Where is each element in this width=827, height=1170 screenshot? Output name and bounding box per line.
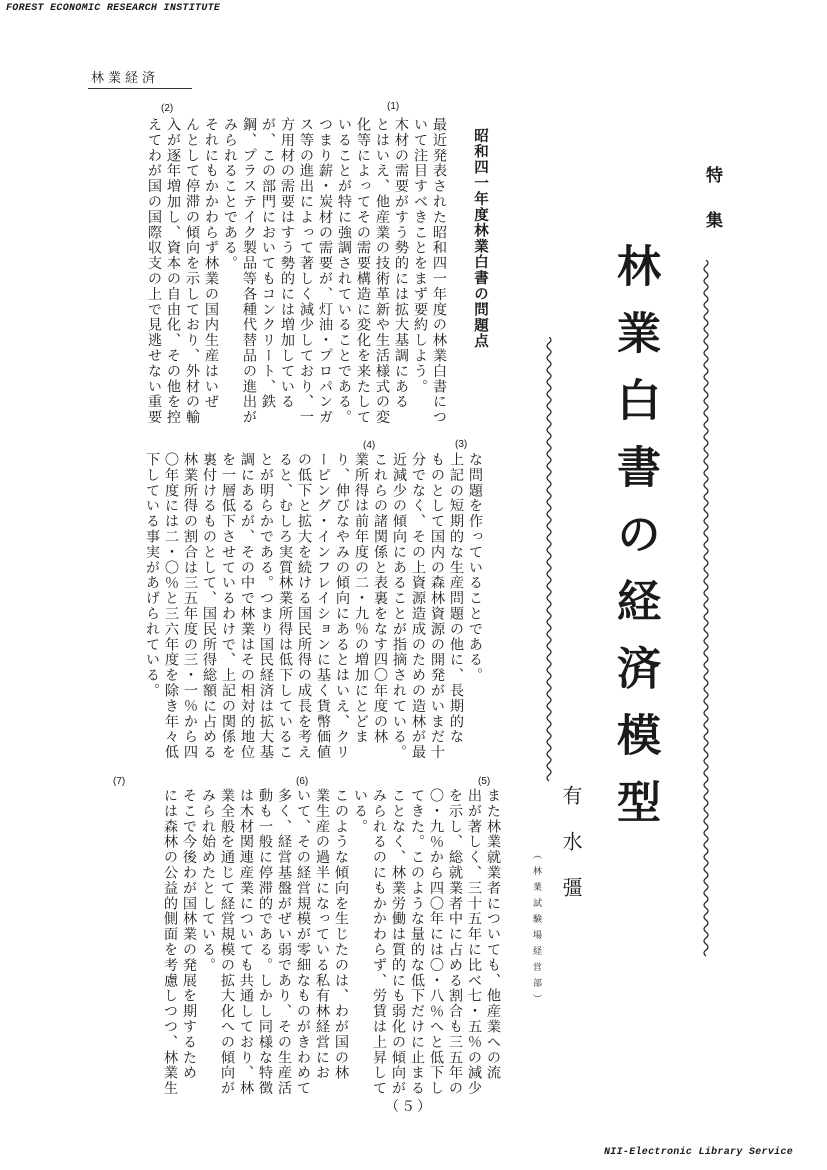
- text-line: ると、むしろ実質林業所得は低下しているこ: [277, 452, 293, 760]
- article-title: 林業白書の経済模型: [609, 243, 660, 846]
- text-line: 調にあるが、その中で林業はその相対的地位: [239, 452, 255, 760]
- text-line: いて注目すべきことをまず要約しよう。: [412, 117, 428, 395]
- paragraph-number-2: (2): [161, 103, 174, 114]
- paragraph-number-7: (7): [113, 776, 126, 787]
- page-number: （５）: [385, 1099, 433, 1115]
- library-service-footer: NII-Electronic Library Service: [604, 1147, 794, 1158]
- text-line: 最近発表された昭和四一年度の林業白書につ: [431, 117, 447, 425]
- text-line: 入が逐年増加し、資本の自由化、その他を控: [165, 117, 181, 425]
- text-line: が、この部門においてもコンクリート、鉄: [260, 117, 276, 410]
- paragraph-number-5: (5): [478, 776, 491, 787]
- text-line: みられることである。: [222, 117, 238, 271]
- author-name: 有水彊: [559, 785, 583, 923]
- paragraph-number-4: (4): [363, 440, 376, 451]
- text-line: これらの諸関係と表裏をなす四〇年度の林: [372, 452, 388, 745]
- text-line: 業所得は前年度の二・九％の増加にとどま: [353, 452, 369, 745]
- text-line: ーピング・インフレイションに基く貨幣価値: [315, 452, 331, 760]
- text-line: には森林の公益的側面を考慮しつつ、林業生: [162, 788, 178, 1096]
- text-line: このような傾向を生じたのは、わが国の林: [333, 788, 349, 1081]
- text-line: 近減少の傾向にあることが指摘されている。: [391, 452, 407, 760]
- text-line: いることが特に強調されていることである。: [336, 117, 352, 425]
- text-line: 林業所得の割合は三五年度の三・一％から四: [182, 452, 198, 760]
- tier2-text-block: [88, 452, 484, 760]
- text-line: ス等の進出によって著しく減少しており、一: [298, 117, 314, 425]
- text-line: んとして停滞の傾向を示しており、外材の輸: [184, 117, 200, 425]
- text-line: 〇年度には二・〇％と三六年度を除き年々低: [163, 452, 179, 760]
- tier3-text-block: [88, 788, 502, 1096]
- journal-underline: [88, 88, 192, 89]
- text-line: また林業就業者についても、他産業への流: [485, 788, 501, 1081]
- text-line: いる。: [352, 788, 368, 835]
- author-affiliation: （林業試験場経営部）: [531, 850, 541, 1010]
- paragraph-number-3: (3): [455, 439, 468, 450]
- paragraph-number-1: (1): [387, 101, 400, 112]
- text-line: えてわが国の国際収支の上で見逃せない重要: [146, 117, 162, 425]
- text-line: 裏付けるものとして、国民所得総額に占める: [201, 452, 217, 760]
- text-line: ものとして国内の森林資源の開発がいまだ十: [429, 452, 445, 760]
- text-line: 〇・九％から四〇年には〇・八％へと低下し: [428, 788, 444, 1096]
- text-line: は木材関連産業についても共通しており、林: [238, 788, 254, 1096]
- journal-name: 林業経済: [91, 71, 160, 86]
- author-name-family: [557, 785, 586, 923]
- text-line: 業全般を通じて経営規模の拡大化への傾向が: [219, 788, 235, 1096]
- text-line: そこで今後わが国林業の発展を期するため: [181, 788, 197, 1081]
- text-line: それにもかかわらず林業の国内生産はいぜ: [203, 117, 219, 410]
- text-line: 分でなく、その上資源造成のための造林が最: [410, 452, 426, 760]
- text-line: り、伸びなやみの傾向にあるとはいえ、クリ: [334, 452, 350, 760]
- text-line: の低下と拡大を続ける国民所得の成長を考え: [296, 452, 312, 760]
- text-line: な問題を作っていることである。: [467, 452, 483, 683]
- text-line: 鋼、プラステイク製品等各種代替品の進出が: [241, 117, 257, 425]
- text-line: 業生産の過半になっている私有林経営にお: [314, 788, 330, 1081]
- text-line: 多く、経営基盤がぜい弱であり、その生産活: [276, 788, 292, 1096]
- section-heading: 昭和四一年度林業白書の問題点: [472, 128, 488, 350]
- text-line: 木材の需要がすう勢的には拡大基調にある: [393, 117, 409, 410]
- text-line: つまり薪・炭材の需要が、灯油・プロパンガ: [317, 117, 333, 425]
- text-line: いて、その経営規模が零細なものがきわめて: [295, 788, 311, 1096]
- text-line: を一層低下させているわけで、上記の関係を: [220, 452, 236, 760]
- feature-label: 特集: [702, 166, 722, 256]
- text-line: とが明らかである。つまり国民経済は拡大基: [258, 452, 274, 760]
- text-line: とはいえ、他産業の技術革新や生活様式の変: [374, 117, 390, 425]
- text-line: てきた。このような量的な低下だけに止まる: [409, 788, 425, 1096]
- text-line: 化等によってその需要構造に変化を来たして: [355, 117, 371, 425]
- text-line: 出が著しく、三十五年に比べ七・五％の減少: [466, 788, 482, 1096]
- title-wavy-separator: [543, 337, 555, 782]
- text-line: を示し、総就業者中に占める割合も三五年の: [447, 788, 463, 1096]
- text-line: みられ始めたとしている。: [200, 788, 216, 973]
- text-line: 方用材の需要はすう勢的には増加している: [279, 117, 295, 410]
- text-line: 上記の短期的な生産問題の他に、長期的な: [448, 452, 464, 745]
- text-line: 下している事実があげられている。: [144, 452, 160, 699]
- paragraph-number-6: (6): [296, 776, 309, 787]
- text-line: ことなく、林業労働は質的にも弱化の傾向が: [390, 788, 406, 1096]
- text-line: 動も一般に停滞的である。しかし同様な特徴: [257, 788, 273, 1096]
- institute-header: FOREST ECONOMIC RESEARCH INSTITUTE: [6, 3, 221, 14]
- feature-wavy-line: [700, 260, 712, 960]
- tier1-text-block: [88, 117, 448, 425]
- text-line: みられるのにもかかわらず、労賃は上昇して: [371, 788, 387, 1096]
